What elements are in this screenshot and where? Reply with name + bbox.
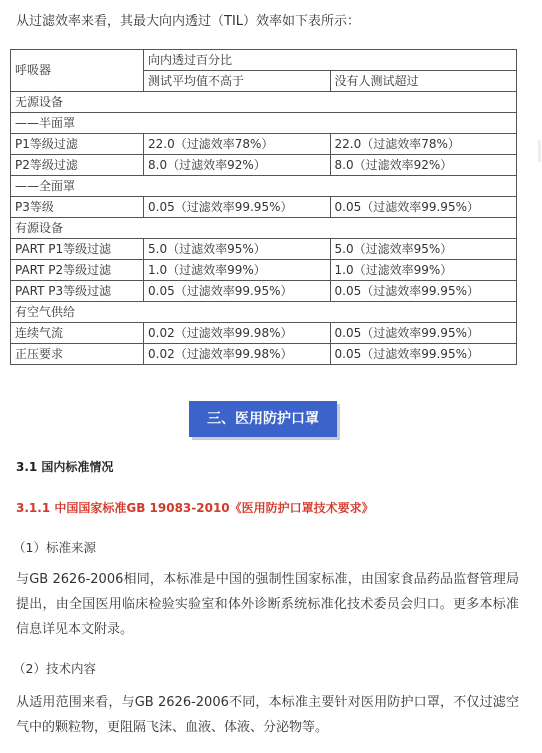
til-table [10,49,517,365]
section-label: ——半面罩 [11,113,517,134]
cell-avg: 0.05（过滤效率99.95%） [144,197,331,218]
table-section-row [11,218,517,239]
row-label: PART P1等级过滤 [11,239,144,260]
table-row [11,323,517,344]
cell-avg: 8.0（过滤效率92%） [144,155,331,176]
row-label: P2等级过滤 [11,155,144,176]
header-col-none: 没有人测试超过 [330,71,517,92]
row-label: P1等级过滤 [11,134,144,155]
til-table-body [11,50,517,365]
cell-max: 0.05（过滤效率99.95%） [330,197,517,218]
cell-max: 0.05（过滤效率99.95%） [330,323,517,344]
heading-3-1-1: 3.1.1 中国国家标准GB 19083-2010《医用防护口罩技术要求》 [16,501,374,515]
table-section-row [11,302,517,323]
header-col-avg: 测试平均值不高于 [144,71,331,92]
table-row [11,344,517,365]
row-label: PART P3等级过滤 [11,281,144,302]
header-respirator: 呼吸器 [11,50,144,92]
row-label: PART P2等级过滤 [11,260,144,281]
table-row [11,155,517,176]
scrollbar-mark [538,140,541,162]
section-banner: 三、医用防护口罩 [189,401,337,437]
cell-avg: 5.0（过滤效率95%） [144,239,331,260]
cell-avg: 22.0（过滤效率78%） [144,134,331,155]
cell-max: 22.0（过滤效率78%） [330,134,517,155]
table-section-row [11,176,517,197]
cell-avg: 0.02（过滤效率99.98%） [144,323,331,344]
section-label: ——全面罩 [11,176,517,197]
table-row [11,239,517,260]
section-label: 有源设备 [11,218,517,239]
table-section-row [11,92,517,113]
heading-3-1: 3.1 国内标准情况 [16,460,114,474]
cell-avg: 1.0（过滤效率99%） [144,260,331,281]
cell-avg: 0.02（过滤效率99.98%） [144,344,331,365]
section-label: 无源设备 [11,92,517,113]
row-label: 连续气流 [11,323,144,344]
label-source: （1）标准来源 [13,540,96,555]
label-tech: （2）技术内容 [13,661,96,676]
cell-avg: 0.05（过滤效率99.95%） [144,281,331,302]
table-row [11,281,517,302]
table-header-row [11,50,517,71]
paragraph-tech: 从适用范围来看，与GB 2626-2006不同，本标准主要针对医用防护口罩，不仅过滤空气中的颗粒物，更阻隔飞沫、血液、体液、分泌物等。 [16,695,519,735]
table-row [11,260,517,281]
table-section-row [11,113,517,134]
cell-max: 5.0（过滤效率95%） [330,239,517,260]
row-label: P3等级 [11,197,144,218]
cell-max: 1.0（过滤效率99%） [330,260,517,281]
intro-text: 从过滤效率来看，其最大向内透过（TIL）效率如下表所示： [16,14,361,29]
paragraph-source: 与GB 2626-2006相同，本标准是中国的强制性国家标准，由国家食品药品监督管理局提出，由全国医用临床检验实验室和体外诊断系统标准化技术委员会归口。更多本标准信息详见本文附录。 [16,572,519,637]
cell-max: 8.0（过滤效率92%） [330,155,517,176]
table-row [11,134,517,155]
table-row [11,197,517,218]
cell-max: 0.05（过滤效率99.95%） [330,281,517,302]
section-label: 有空气供给 [11,302,517,323]
header-group: 向内透过百分比 [144,50,517,71]
row-label: 正压要求 [11,344,144,365]
cell-max: 0.05（过滤效率99.95%） [330,344,517,365]
